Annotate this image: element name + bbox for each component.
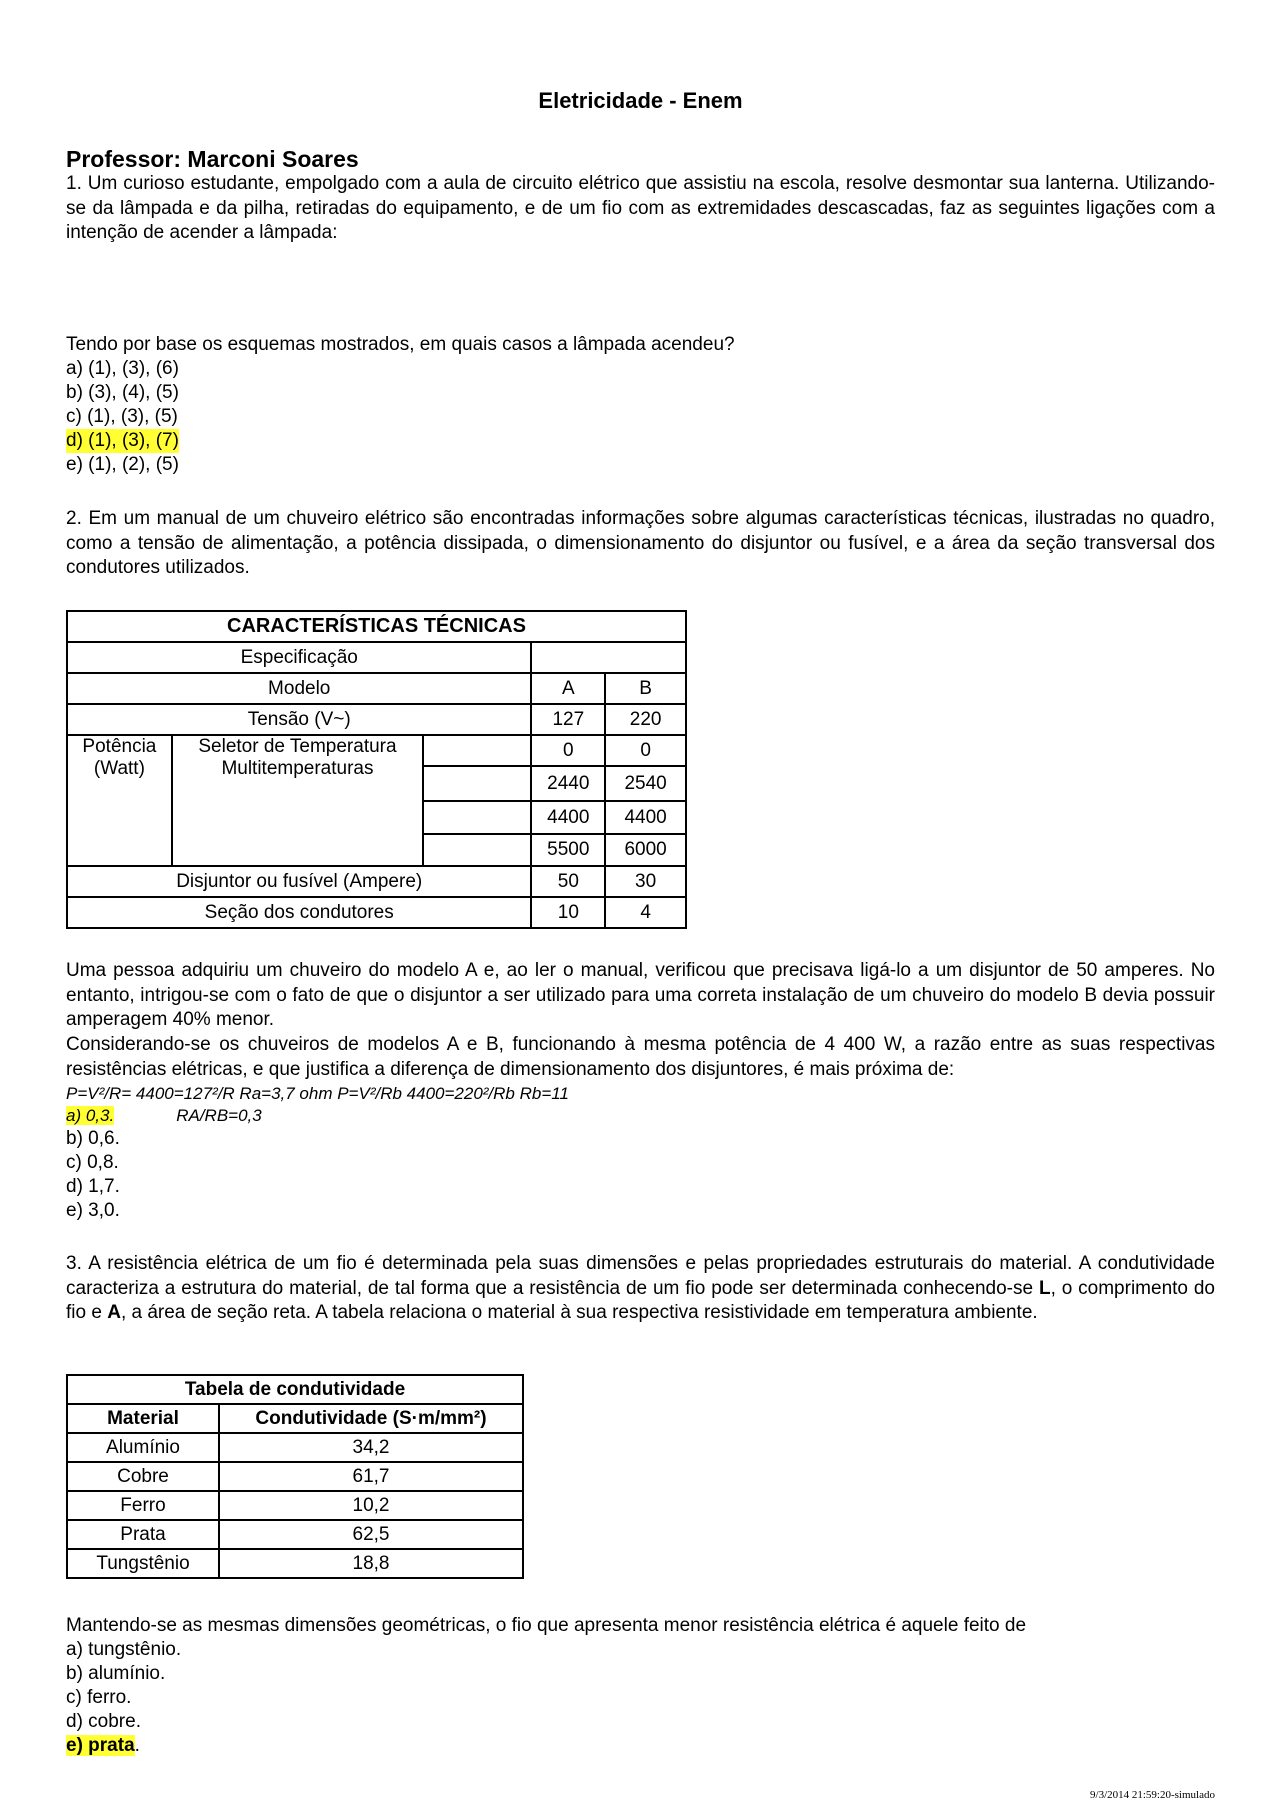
model-a: A bbox=[531, 673, 605, 704]
material-cell: Prata bbox=[67, 1520, 219, 1549]
question-1-text: 1. Um curioso estudante, empolgado com a aula de circuito elétrico que assistiu na escola, resolve desmontar sua lanterna. Utilizando-se da lâmpada e da pilha, retiradas do equipamento, e de um fio com as extremidades descascadas, faz as seguintes ligações com a intenção de acender a lâmpada: bbox=[66, 173, 1215, 243]
area-symbol: A bbox=[107, 1302, 121, 1323]
option-2b: b) 0,6. bbox=[66, 1128, 120, 1149]
option-1c: c) (1), (3), (5) bbox=[66, 406, 178, 427]
option-1b: b) (3), (4), (5) bbox=[66, 382, 179, 403]
power-a: 2440 bbox=[531, 766, 605, 801]
power-cell-empty bbox=[423, 801, 531, 834]
question-3-text: 3. A resistência elétrica de um fio é determinada pela suas dimensões e pelas propriedades estruturais do material. A condutividade caracteriza a estrutura do material, de tal forma que a resistência de um fio pode ser determinada conhecendo-se L, o comprimento do fio e A, a área de seção reta. A tabela relaciona o material à sua respectiva resistividade em temperatura ambiente. bbox=[66, 1253, 1215, 1323]
question-number: 2 bbox=[66, 508, 77, 529]
conductivity-cell: 61,7 bbox=[219, 1462, 523, 1491]
power-a: 0 bbox=[531, 735, 605, 766]
selector-label: Seletor de Temperatura Multitemperaturas bbox=[172, 735, 423, 866]
power-b: 0 bbox=[605, 735, 686, 766]
footer-timestamp: 9/3/2014 21:59:20-simulado bbox=[1090, 1789, 1215, 1801]
length-symbol: L bbox=[1038, 1277, 1051, 1299]
material-cell: Cobre bbox=[67, 1462, 219, 1491]
section-a: 10 bbox=[531, 897, 605, 928]
table-title: CARACTERÍSTICAS TÉCNICAS bbox=[67, 611, 686, 642]
power-cell-empty bbox=[423, 834, 531, 866]
model-label: Modelo bbox=[67, 673, 531, 704]
conductivity-cell: 62,5 bbox=[219, 1520, 523, 1549]
question-2-context: Uma pessoa adquiriu um chuveiro do modelo A e, ao ler o manual, verificou que precisava ligá-lo a um disjuntor de 50 amperes. No entanto, intrigou-se com o fato de que o disjuntor a ser utilizado para uma correta instalação de um chuveiro do modelo B devia possuir amperagem 40% menor. bbox=[66, 960, 1215, 1030]
power-a: 5500 bbox=[531, 834, 605, 866]
voltage-b: 220 bbox=[605, 704, 686, 735]
option-1a: a) (1), (3), (6) bbox=[66, 358, 179, 379]
material-cell: Ferro bbox=[67, 1491, 219, 1520]
conductivity-table bbox=[66, 1374, 524, 1579]
model-b: B bbox=[605, 673, 686, 704]
question-2-prompt: Considerando-se os chuveiros de modelos A e B, funcionando à mesma potência de 4 400 W, a razão entre as suas respectivas resistências elétricas, e que justifica a diferença de dimensionamento dos disjuntores, é mais próxima de: bbox=[66, 1034, 1215, 1080]
option-3b: b) alumínio. bbox=[66, 1663, 166, 1684]
option-2e: e) 3,0. bbox=[66, 1200, 120, 1221]
question-1-prompt: Tendo por base os esquemas mostrados, em quais casos a lâmpada acendeu? bbox=[66, 334, 735, 355]
power-label: Potência (Watt) bbox=[67, 735, 172, 866]
power-b: 2540 bbox=[605, 766, 686, 801]
breaker-b: 30 bbox=[605, 866, 686, 897]
option-1e: e) (1), (2), (5) bbox=[66, 454, 179, 475]
page-title: Eletricidade - Enem bbox=[538, 88, 743, 113]
conductivity-cell: 18,8 bbox=[219, 1549, 523, 1578]
breaker-label: Disjuntor ou fusível (Ampere) bbox=[67, 866, 531, 897]
option-3a: a) tungstênio. bbox=[66, 1639, 182, 1660]
option-2c: c) 0,8. bbox=[66, 1152, 119, 1173]
column-header-material: Material bbox=[67, 1404, 219, 1433]
technical-specs-table bbox=[66, 610, 687, 929]
option-2d: d) 1,7. bbox=[66, 1176, 120, 1197]
table-row bbox=[67, 1491, 523, 1520]
table-row bbox=[67, 1520, 523, 1549]
power-b: 6000 bbox=[605, 834, 686, 866]
column-header-conductivity: Condutividade (S·m/mm²) bbox=[219, 1404, 523, 1433]
material-cell: Tungstênio bbox=[67, 1549, 219, 1578]
ratio-note: RA/RB=0,3 bbox=[176, 1106, 262, 1125]
option-3d: d) cobre. bbox=[66, 1711, 141, 1732]
voltage-label: Tensão (V~) bbox=[67, 704, 531, 735]
conductivity-cell: 34,2 bbox=[219, 1433, 523, 1462]
option-1d-answer: d) (1), (3), (7) bbox=[66, 430, 179, 451]
power-cell-empty bbox=[423, 735, 531, 766]
power-cell-empty bbox=[423, 766, 531, 801]
option-2a-answer: a) 0,3. bbox=[66, 1106, 115, 1125]
power-a: 4400 bbox=[531, 801, 605, 834]
question-3-prompt: Mantendo-se as mesmas dimensões geométricas, o fio que apresenta menor resistência elétrica é aquele feito de bbox=[66, 1615, 1027, 1636]
option-2a-row bbox=[66, 1104, 262, 1128]
table-row bbox=[67, 1549, 523, 1578]
section-b: 4 bbox=[605, 897, 686, 928]
conductivity-cell: 10,2 bbox=[219, 1491, 523, 1520]
breaker-a: 50 bbox=[531, 866, 605, 897]
worked-calculation: P=V²/R= 4400=127²/R Ra=3,7 ohm P=V²/Rb 4400=220²/Rb Rb=11 bbox=[66, 1084, 569, 1103]
table-title: Tabela de condutividade bbox=[67, 1375, 523, 1404]
question-2-text: 2. Em um manual de um chuveiro elétrico são encontradas informações sobre algumas características técnicas, ilustradas no quadro, como a tensão de alimentação, a potência dissipada, o dimensionamento do disjuntor ou fusível, e a área da seção transversal dos condutores utilizados. bbox=[66, 508, 1215, 578]
option-3e-row: e) prata. bbox=[66, 1735, 140, 1756]
question-number: 1 bbox=[66, 173, 77, 194]
professor-name: Professor: Marconi Soares bbox=[66, 146, 359, 172]
option-3c: c) ferro. bbox=[66, 1687, 132, 1708]
table-row bbox=[67, 1433, 523, 1462]
power-b: 4400 bbox=[605, 801, 686, 834]
table-row bbox=[67, 1462, 523, 1491]
spec-empty bbox=[531, 642, 686, 673]
voltage-a: 127 bbox=[531, 704, 605, 735]
spec-label: Especificação bbox=[67, 642, 531, 673]
section-label: Seção dos condutores bbox=[67, 897, 531, 928]
option-3e-answer: e) prata bbox=[66, 1735, 135, 1756]
material-cell: Alumínio bbox=[67, 1433, 219, 1462]
question-number: 3 bbox=[66, 1253, 77, 1274]
